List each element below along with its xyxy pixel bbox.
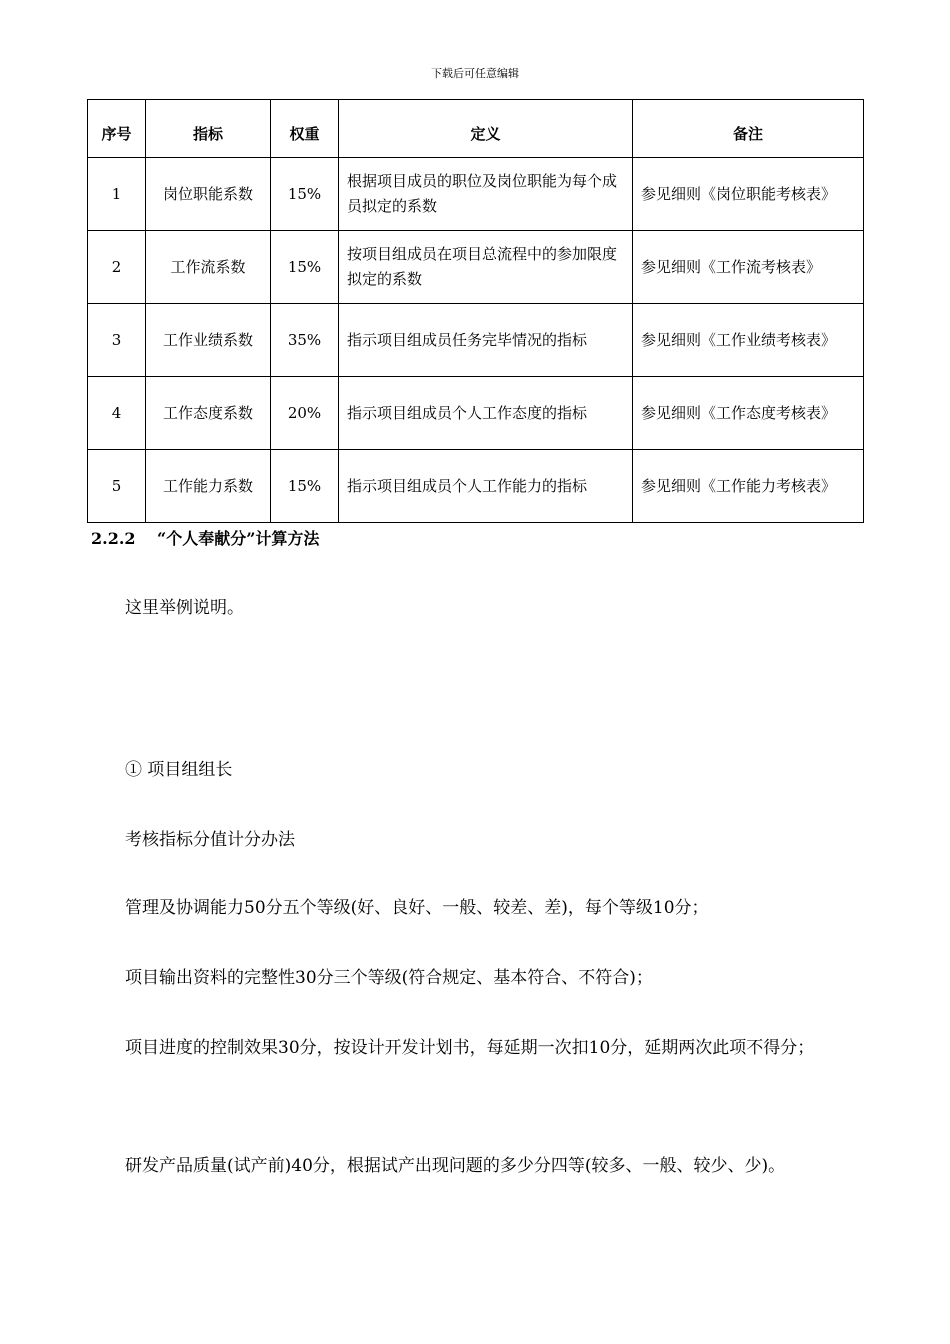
- paragraph-scoring-method: 考核指标分值计分办法: [125, 830, 295, 850]
- cell-metric: 工作能力系数: [146, 450, 271, 523]
- paragraph-example-intro: 这里举例说明。: [125, 598, 244, 618]
- col-header-definition: 定义: [339, 100, 633, 158]
- cell-metric: 工作业绩系数: [146, 304, 271, 377]
- cell-index: 1: [88, 158, 146, 231]
- cell-index: 4: [88, 377, 146, 450]
- table-header-row: [88, 100, 864, 158]
- table-row: [88, 377, 864, 450]
- section-heading: [91, 526, 319, 549]
- paragraph-product-quality: 研发产品质量(试产前)40分，根据试产出现问题的多少分四等(较多、一般、较少、少)。: [125, 1156, 786, 1176]
- paragraph-management-ability: 管理及协调能力50分五个等级(好、良好、一般、较差、差)，每个等级10分；: [125, 898, 709, 918]
- page-header-note: 下载后可任意编辑: [431, 67, 519, 80]
- cell-metric: 工作流系数: [146, 231, 271, 304]
- cell-index: 3: [88, 304, 146, 377]
- cell-definition: 指示项目组成员任务完毕情况的指标: [339, 304, 633, 377]
- cell-weight: 15%: [271, 450, 339, 523]
- cell-remark: 参见细则《工作态度考核表》: [633, 377, 864, 450]
- paragraph-output-completeness: 项目输出资料的完整性30分三个等级(符合规定、基本符合、不符合)；: [125, 968, 653, 988]
- table-row: [88, 450, 864, 523]
- cell-definition: 按项目组成员在项目总流程中的参加限度拟定的系数: [339, 231, 633, 304]
- cell-index: 5: [88, 450, 146, 523]
- cell-definition: 指示项目组成员个人工作能力的指标: [339, 450, 633, 523]
- paragraph-schedule-control: 项目进度的控制效果30分，按设计开发计划书，每延期一次扣10分，延期两次此项不得分；: [125, 1038, 815, 1058]
- col-header-weight: 权重: [271, 100, 339, 158]
- section-title: “个人奉献分”计算方法: [157, 529, 320, 548]
- table-row: [88, 304, 864, 377]
- section-number: 2.2.2: [91, 529, 136, 548]
- cell-index: 2: [88, 231, 146, 304]
- col-header-index: 序号: [88, 100, 146, 158]
- col-header-metric: 指标: [146, 100, 271, 158]
- cell-weight: 15%: [271, 231, 339, 304]
- cell-remark: 参见细则《工作业绩考核表》: [633, 304, 864, 377]
- paragraph-team-leader: ① 项目组组长: [125, 760, 233, 780]
- table-row: [88, 231, 864, 304]
- cell-weight: 35%: [271, 304, 339, 377]
- cell-definition: 根据项目成员的职位及岗位职能为每个成员拟定的系数: [339, 158, 633, 231]
- cell-weight: 15%: [271, 158, 339, 231]
- col-header-remark: 备注: [633, 100, 864, 158]
- metrics-table: [87, 99, 864, 523]
- cell-metric: 岗位职能系数: [146, 158, 271, 231]
- table-row: [88, 158, 864, 231]
- cell-remark: 参见细则《工作流考核表》: [633, 231, 864, 304]
- cell-metric: 工作态度系数: [146, 377, 271, 450]
- cell-remark: 参见细则《岗位职能考核表》: [633, 158, 864, 231]
- cell-weight: 20%: [271, 377, 339, 450]
- cell-remark: 参见细则《工作能力考核表》: [633, 450, 864, 523]
- cell-definition: 指示项目组成员个人工作态度的指标: [339, 377, 633, 450]
